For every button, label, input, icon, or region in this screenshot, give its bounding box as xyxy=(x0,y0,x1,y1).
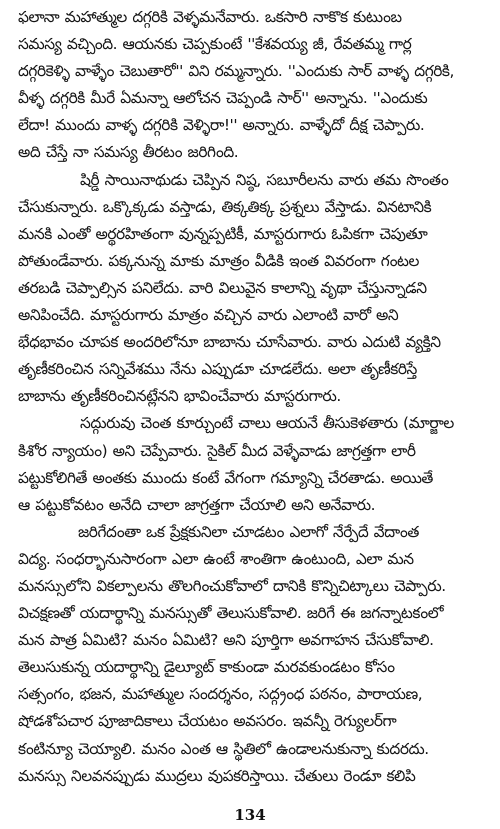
text-line: వీళ్ళ దగ్గరికి మీరే ఏమన్నా ఆలోచన చెప్పండి సార్'' అన్నాను. ''ఎందుకు xyxy=(18,89,428,108)
text-line: కిశోర న్యాయం) అని చెప్పేవారు. సైకిల్ మీద వెళ్ళేవాడు జాగ్రత్తగా లారీ xyxy=(18,441,416,460)
paragraph-first-line: షిర్డీ సాయినాథుడు చెప్పిన నిష్ఠ, సబూరీలను వారు తమ సొంతం xyxy=(80,170,449,189)
text-line: ఫలానా మహాత్ముల దగ్గరికి వెళ్ళమనేవారు. ఒకసారి నాకొక కుటుంబ xyxy=(18,8,402,26)
text-line: అది చేస్తే నా సమస్య తీరటం జరిగింది. xyxy=(18,143,239,162)
text-line: మనస్సు నిలవనప్పుడు ముద్రలు వుపకరిస్తాయి. చేతులు రెండూ కలిపి xyxy=(18,766,416,785)
text-line: బాబాను తృణీకరించినట్లేనని భావించేవారు మాస్టరుగారు. xyxy=(18,387,341,406)
text-line: చేసుకున్నారు. ఒక్కొక్కడు వస్తాడు, తిక్కతిక్క ప్రశ్నలు వేస్తాడు. వినటానికి xyxy=(18,197,432,216)
text-line: పట్టుకోలిగితే అంతకు ముందు కంటే వేగంగా గమ్యాన్ని చేరతాడు. అయితే xyxy=(18,468,433,487)
text-line: సత్సంగం, భజన, మహాత్ముల సందర్శనం, సద్గ్రంధ పఠనం, పారాయణ, xyxy=(18,685,423,704)
text-line: తెలుసుకున్న యదార్థాన్ని డైల్యూట్ కాకుండా మరవకుండటం కోసం xyxy=(18,658,395,677)
text-line: మనకి ఎంతో అర్థరహితంగా వున్నప్పటికీ, మాస్టరుగారు ఓపికగా చెపుతూ xyxy=(18,224,428,243)
text-line: అనిపించేది. మాస్టరుగారు మాత్రం వచ్చిన వారు ఎలాంటి వారో అని xyxy=(18,306,399,325)
paragraph-first-line: సద్గురువు చెంత కూర్చుంటే చాలు ఆయనే తీసుకెళతారు (మార్జాల xyxy=(80,414,454,433)
text-line: కంటిన్యూ చెయ్యాలి. మనం ఎంత ఆ స్థితిలో ఉండాలనుకున్నా కుదరదు. xyxy=(18,739,429,758)
text-line: మన పాత్ర ఏమిటి? మనం ఏమిటి? అని పూర్తిగా అవగాహన చేసుకోవాలి. xyxy=(18,631,434,650)
text-line: తృణీకరించిన సన్నివేశము నేను ఎప్పుడూ చూడలేదు. అలా తృణీకరిస్తే xyxy=(18,360,417,379)
text-line: పోతుండేవారు. పక్కనున్న మాకు మాత్రం వీడికి ఇంత వివరంగా గంటల xyxy=(18,251,419,270)
text-line: లేదా! ముందు వాళ్ళ దగ్గరికి వెళ్ళిరా!'' అన్నారు. వాళ్ళేదో దీక్ష చెప్పారు. xyxy=(18,116,425,135)
text-line: విచక్షణతో యదార్థాన్ని మనస్సుతో తెలుసుకోవాలి. జరిగే ఈ జగన్నాటకంలో xyxy=(18,604,444,623)
text-line: ఆ పట్టుకోవటం అనేది చాలా జాగ్రత్తగా చేయాలి అని అనేవారు. xyxy=(18,495,376,514)
text-body xyxy=(18,4,486,790)
text-line: షోడశోపచార పూజాదికాలు చేయటం అవసరం. ఇవన్నీ రెగ్యులర్‌గా xyxy=(18,712,397,731)
text-line: సమస్య వచ్చింది. ఆయనకు చెప్పకుంటే ''కేశవయ్య జీ, రేవతమ్మ గార్ల xyxy=(18,35,412,54)
text-line: విద్య. సంధర్భానుసారంగా ఎలా ఉంటే శాంతిగా ఉంటుంది, ఎలా మన xyxy=(18,549,414,568)
page-number: 134 xyxy=(234,806,266,824)
text-line: భేధభావం చూపక అందరిలోనూ బాబాను చూసేవారు. వారు ఎదుటి వ్యక్తిని xyxy=(18,333,441,352)
text-line: మనస్సులోని వికల్పాలను తొలగించుకోవాలో దానికి కొన్నిచిట్కాలు చెప్పారు. xyxy=(18,576,446,595)
text-line: తరబడి చెప్పాల్సిన పనిలేదు. వారి విలువైన కాలాన్ని వృథా చేస్తున్నాడని xyxy=(18,278,427,297)
paragraph-first-line: జరిగేదంతా ఒక ప్రేక్షకునిలా చూడటం ఎలాగో నేర్పేదే వేదాంత xyxy=(78,522,419,541)
text-line: దగ్గరికెళ్ళి వాళ్ళేం చెబుతారో'' విని రమ్మన్నారు. ''ఎందుకు సార్ వాళ్ళ దగ్గరికి, xyxy=(18,62,454,81)
